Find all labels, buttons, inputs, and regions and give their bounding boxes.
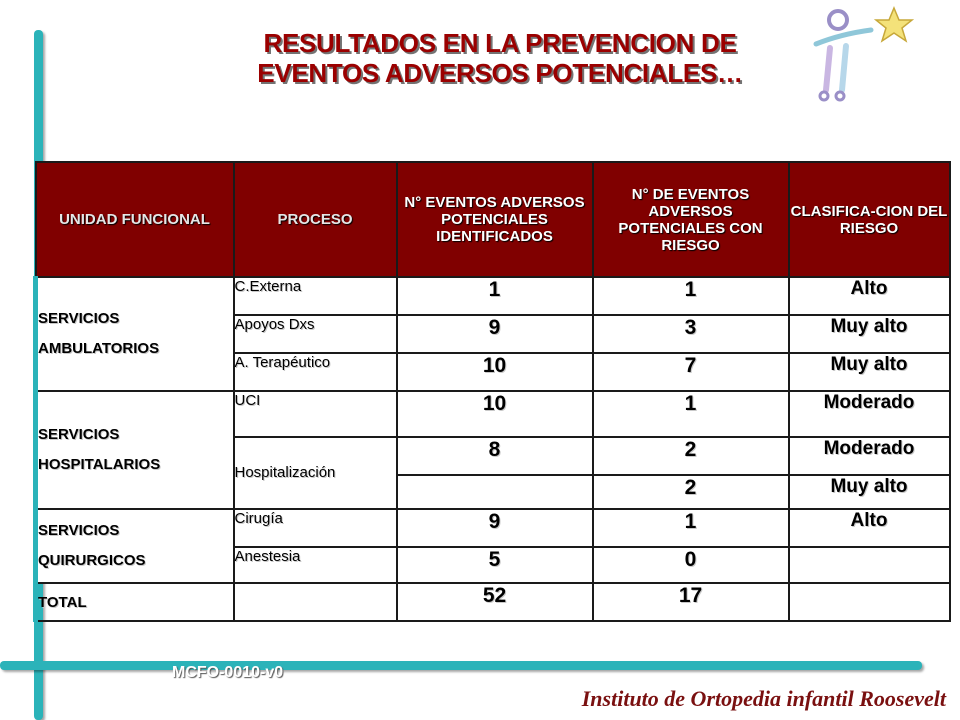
table-row <box>36 277 950 315</box>
clasificacion-cell: Muy alto <box>789 475 950 509</box>
header-unidad-funcional: UNIDAD FUNCIONAL <box>36 162 234 277</box>
total-label: TOTAL <box>36 583 234 621</box>
total-identificados: 52 <box>397 583 593 621</box>
proceso-cell: Cirugía <box>234 509 397 547</box>
identificados-cell: 10 <box>397 353 593 391</box>
proceso-cell: Hospitalización <box>234 437 397 509</box>
group-label-line-1: SERVICIOS <box>38 522 120 539</box>
header-con-riesgo: N° DE EVENTOS ADVERSOS POTENCIALES CON RIESGO <box>593 162 789 277</box>
clasificacion-cell <box>789 547 950 583</box>
riesgo-cell: 0 <box>593 547 789 583</box>
header-identificados: N° EVENTOS ADVERSOS POTENCIALES IDENTIFICADOS <box>397 162 593 277</box>
child-figure-star-logo-icon <box>796 4 926 104</box>
identificados-cell: 9 <box>397 509 593 547</box>
total-proceso-empty <box>234 583 397 621</box>
riesgo-cell: 7 <box>593 353 789 391</box>
title-line-2: EVENTOS ADVERSOS POTENCIALES… <box>257 58 743 88</box>
identificados-cell: 8 <box>397 437 593 475</box>
proceso-cell: C.Externa <box>234 277 397 315</box>
clasificacion-cell: Alto <box>789 277 950 315</box>
clasificacion-cell: Moderado <box>789 391 950 437</box>
clasificacion-cell: Muy alto <box>789 315 950 353</box>
proceso-cell: UCI <box>234 391 397 437</box>
total-clasificacion-empty <box>789 583 950 621</box>
group-label-line-2: AMBULATORIOS <box>38 340 160 357</box>
identificados-cell: 1 <box>397 277 593 315</box>
identificados-cell <box>397 475 593 509</box>
bottom-accent-bar <box>0 661 922 670</box>
identificados-cell: 10 <box>397 391 593 437</box>
riesgo-cell: 2 <box>593 437 789 475</box>
riesgo-cell: 1 <box>593 277 789 315</box>
institution-name: Instituto de Ortopedia infantil Roosevelt <box>581 686 946 711</box>
identificados-cell: 5 <box>397 547 593 583</box>
table-header-row <box>36 162 950 277</box>
table-row <box>36 509 950 547</box>
proceso-cell: Apoyos Dxs <box>234 315 397 353</box>
group-label-line-1: SERVICIOS <box>38 310 120 327</box>
clasificacion-cell: Alto <box>789 509 950 547</box>
total-riesgo: 17 <box>593 583 789 621</box>
title-line-1: RESULTADOS EN LA PREVENCION DE <box>263 28 737 58</box>
group-servicios-quirurgicos <box>36 509 234 583</box>
group-servicios-hospitalarios <box>36 391 234 509</box>
proceso-cell: Anestesia <box>234 547 397 583</box>
clasificacion-cell: Moderado <box>789 437 950 475</box>
table-row <box>36 391 950 437</box>
proceso-cell: A. Terapéutico <box>234 353 397 391</box>
identificados-cell: 9 <box>397 315 593 353</box>
risk-results-table <box>33 161 951 622</box>
group-label-line-2: QUIRURGICOS <box>38 552 146 569</box>
header-clasificacion: CLASIFICA-CION DEL RIESGO <box>789 162 950 277</box>
header-proceso: PROCESO <box>234 162 397 277</box>
group-label-line-2: HOSPITALARIOS <box>38 456 161 473</box>
riesgo-cell: 3 <box>593 315 789 353</box>
page-title <box>150 28 850 88</box>
riesgo-cell: 1 <box>593 509 789 547</box>
document-code: MCFO-0010-v0 <box>172 664 284 681</box>
riesgo-cell: 1 <box>593 391 789 437</box>
riesgo-cell: 2 <box>593 475 789 509</box>
clasificacion-cell: Muy alto <box>789 353 950 391</box>
total-row <box>36 583 950 621</box>
group-servicios-ambulatorios <box>36 277 234 391</box>
group-label-line-1: SERVICIOS <box>38 426 120 443</box>
